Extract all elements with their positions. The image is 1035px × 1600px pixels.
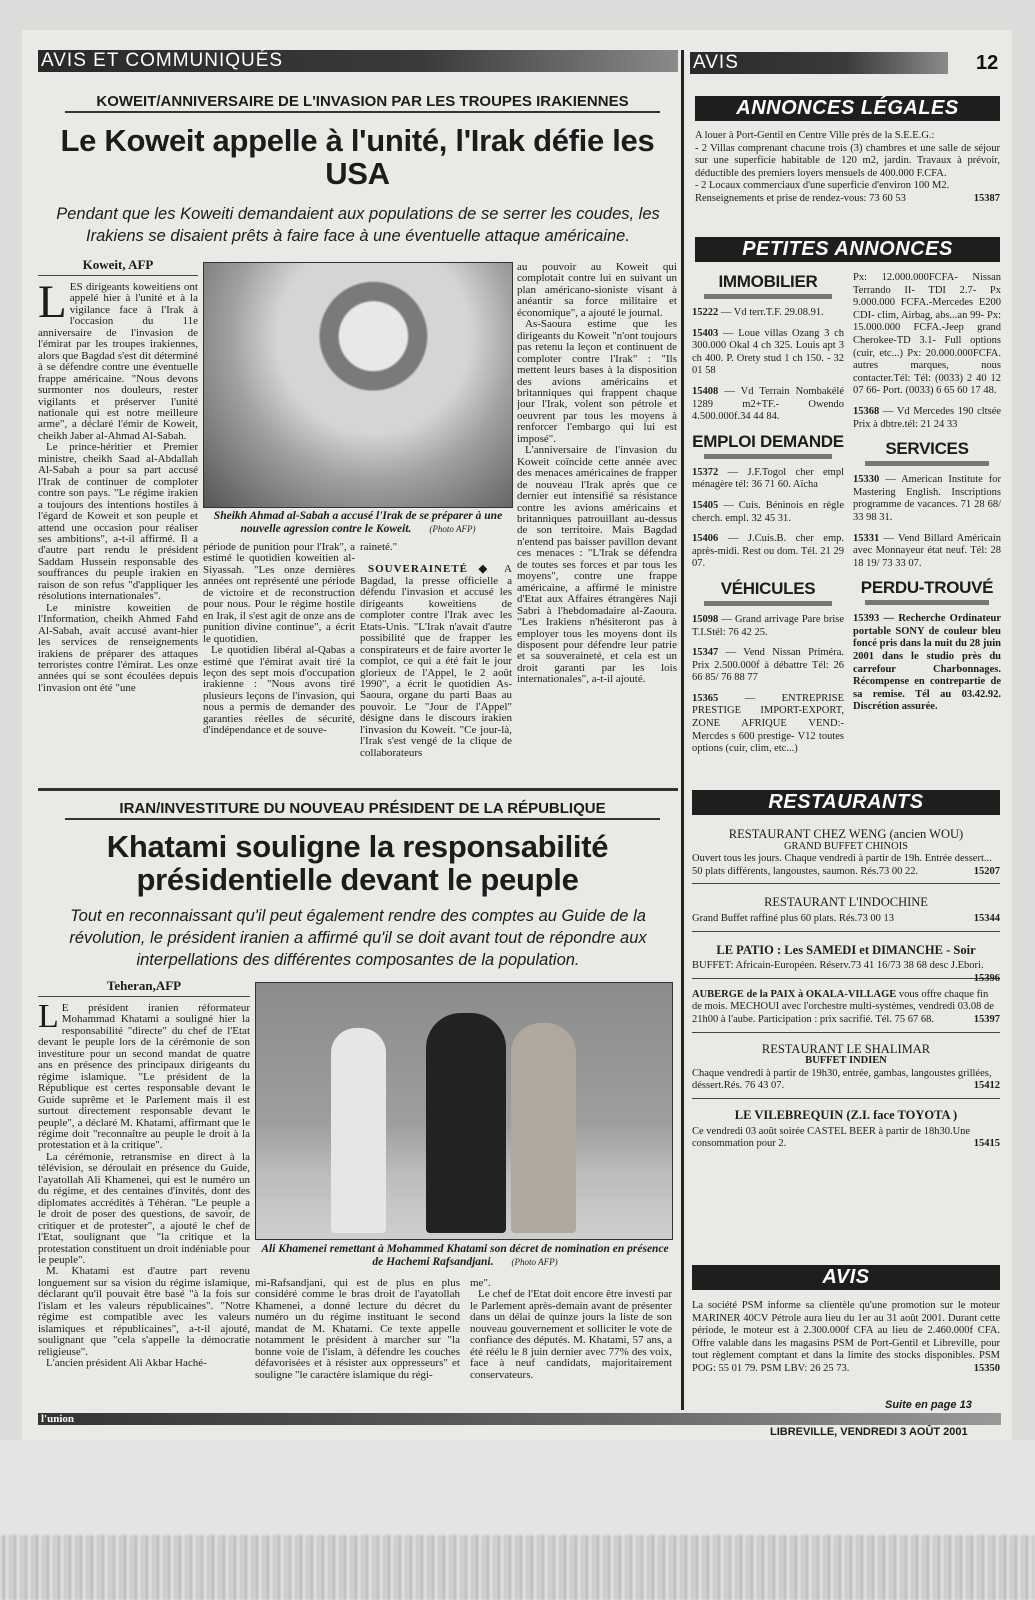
paragraph: Le chef de l'Etat doit encore être investi par le Parlement après-demain avant de présenter dans un délai de quinze jours la liste de son nouveau gouvernement et solliciter le vote de confiance des députés. M. Khatami, 57 ans, a été réélu le 8 juin dernier avec 77% des voix, face à neuf candidats, majoritairement conservateurs. <box>470 1288 672 1381</box>
caption-text: Ali Khamenei remettant à Mohammed Khatami son décret de nomination en présence de Hachemi Rafsandjani. <box>261 1243 669 1268</box>
section-header-left: AVIS ET COMMUNIQUÉS <box>38 50 678 72</box>
article1-col1 <box>38 257 198 788</box>
classified-ad: 15368 — Vd Mercedes 190 cltsée Prix à dbtre.tél: 21 24 33 <box>853 405 1002 430</box>
notice-text: La société PSM informe sa clientèle qu'une promotion sur le moteur MARINER 40CV Pétrole aura lieu du 1er au 31 août 2001. Durant cette période, le moteur est à 2.300.000f CFA au lieu de 2.460.000f CFA. Offre valable dans les magasins PSM de Port-Gentil et Libreville, pour tout règlement comptant et dans la limite des stocks disponibles. PSM POG: 55 01 79. PSM LBV: 26 25 73. <box>692 1300 1000 1374</box>
photo-credit: (Photo AFP) <box>511 1257 558 1267</box>
restaurants-header: RESTAURANTS <box>692 790 1000 815</box>
annonces-legales-header: ANNONCES LÉGALES <box>695 96 1000 121</box>
category-emploi: EMPLOI DEMANDE <box>692 431 844 451</box>
paragraph: Le quotidien libéral al-Qabas a estimé que l'émirat avait tiré la leçon des sept mois d'occupation irakienne : "Nous avons tiré plusieurs leçons de l'invasion, qui nous a permis de demander des garanties réelles de sécurité, d'indépendance et de souve- <box>203 644 355 737</box>
article1-col2 <box>203 542 355 778</box>
category-immobilier: IMMOBILIER <box>718 272 818 291</box>
paragraph: La cérémonie, retransmise en direct à la télévision, se déroulait en présence du Guide, l'ayatollah Ali Khamenei, qui est le numéro un du régime, et des centaines d'invités, dont des diplomates accrédités à Téhéran. "Le peuple a le droit de poser des questions, de savoir, de critiquer et de protester", a ajouté le chef de l'Etat, soulignant que "la critique et la protestation constituent un droit indéniable pour le peuple". <box>38 1150 250 1266</box>
category-services: SERVICES <box>885 439 969 459</box>
paragraph: Le prince-héritier et Premier ministre, cheikh Saad al-Abdallah Al-Sabah a pour sa part accusé l'Irak de continuer de comploter contre son pays. "Le régime irakien a toujours des intentions hostiles à l'égard de Koweit et son peuple et attend une occasion pour réaliser ses ambitions", a-t-il affirmé. Il a d'autre part rendu le président Saddam Hussein responsable des souffrances du peuple irakien en raison de son refus "d'appliquer les résolutions internationales". <box>38 441 198 603</box>
avis-header: AVIS <box>692 1265 1000 1290</box>
article2-col3 <box>470 1278 672 1400</box>
classified-ad: 15372 — J.F.Togol cher empl ménagère tél: 36 71 60. Aïcha <box>692 466 844 491</box>
article2-col2 <box>255 1278 460 1400</box>
restaurant-ad: LE VILEBREQUIN (Z.I. face TOYOTA ) Ce vendredi 03 août soirée CASTEL BEER à partir de 18h30.Une consommation pour 2. 15415 <box>692 1107 1000 1150</box>
photo-khamenei-khatami <box>255 982 673 1240</box>
ad-ref: 15387 <box>973 192 1000 204</box>
figure <box>426 1013 506 1233</box>
article1-caption <box>203 510 513 536</box>
petites-annonces-col1 <box>692 272 844 764</box>
article2-caption <box>255 1243 675 1269</box>
article2-dateline: Teheran,AFP <box>38 978 250 997</box>
paragraph: me". <box>470 1278 491 1289</box>
article1-kicker: KOWEIT/ANNIVERSAIRE DE L'INVASION PAR LES TROUPES IRAKIENNES <box>65 93 660 113</box>
paragraph: raineté." <box>360 542 398 553</box>
article2-deck: Tout en reconnaissant qu'il peut également rendre des comptes au Guide de la révolution, le président iranien a affirmé qu'il se doit avant tout de répondre aux interpellations des différentes composantes de la population. <box>69 907 647 969</box>
classified-ad-continued: Px: 12.000.000FCFA- Nissan Terrando II- TDI 2.7- Px 9.000.000 FCFA.-Mercedes E200 CDI- clim, Airbag, abs...an 99- Px: 15.000.000 FCFA.-Jeep grand Cherokee-TD 3.1- Full options (cuir, etc...) Px: 20.000.000FCFA. autres marques, nous contacter.Tél: Tél: (0033) 2 40 12 07 66- Port. (0033) 6 65 60 17 48. <box>853 272 1001 397</box>
category-perdu-trouve: PERDU-TROUVÉ <box>860 578 994 598</box>
article1-col4 <box>517 262 677 778</box>
classified-ad: 15365 — ENTREPRISE PRESTIGE IMPORT-EXPORT, ZONE AFRIQUE VEND:- Mercdes s 600 prestige- V12 toutes options (cuir, clim, etc...) <box>692 692 845 755</box>
classified-ad: 15408 — Vd Terrain Nombakélé 1289 m2+TF.- Owendo 4.500.000f.34 44 84. <box>692 385 845 423</box>
restaurant-ad: RESTAURANT LE SHALIMAR BUFFET INDIEN Chaque vendredi à partir de 19h30, entrée, gambas, langoustes grillées, déssert.Rés. 76 43 07. 15412 <box>692 1033 1000 1099</box>
caption-text: Sheikh Ahmad al-Sabah a accusé l'Irak de se préparer à une nouvelle agression contre le Koweit. <box>213 510 503 535</box>
paragraph: ES dirigeants koweitiens ont appelé hier à l'unité et à la vigilance face à l'Irak à l'occasion du 11e anniversaire de l'invasion de l'émirat par les troupes irakiennes, alors que Bagdad s'est dit déterminé à se défendre contre une éventuelle frappe américaine. "Nous devons surmonter nos douleurs, rester vigilants et préserver l'unité nationale qui est notre meilleure arme", a déclaré l'émir de Koweit, cheikh Jaber al-Ahmad Al-Sabah. <box>38 282 198 442</box>
photo-sheikh-ahmad <box>203 262 513 508</box>
restaurant-ad: RESTAURANT L'INDOCHINE Grand Buffet raffiné plus 60 plats. Rés.73 00 13 15344 <box>692 884 1000 931</box>
article1-deck: Pendant que les Koweiti demandaient aux populations de se serrer les coudes, les Irakiens se disaient prêts à faire face à une éventuelle attaque américaine. <box>56 205 660 245</box>
category-rule <box>704 454 832 459</box>
avis-notice <box>692 1300 1000 1375</box>
category-vehicules: VÉHICULES <box>720 578 816 598</box>
scan-edge <box>0 1535 1035 1600</box>
classified-ad: 15098 — Grand arrivage Pare brise T.I.Stél: 76 42 25. <box>692 613 844 638</box>
paragraph: période de punition pour l'Irak", a estimé le quotidien koweitien al-Siyassah. "Les onze dernières années ont représenté une période de victoire et de reconstruction pour nous. Pour le régime hostile en Irak, il s'est agit de onze ans de punition divine continue", a écrit le quotidien. <box>203 542 355 645</box>
category-rule <box>704 294 832 299</box>
restaurant-ad: RESTAURANT CHEZ WENG (ancien WOU) GRAND BUFFET CHINOIS Ouvert tous les jours. Chaque vendredi à partir de 19h. Entrée dessert... 50 plats différents, langoustes, saumon. Rés.73 00 22. 15207 <box>692 822 1000 884</box>
text-line: - 2 Villas comprenant chacune trois (3) chambres et une salle de séjour sur une superficie habitable de 120 m2, jardin. Travaux à prévoir, déductible des premiers loyers mensuels de 400.000 F.CFA. <box>695 142 1000 179</box>
ad-ref: 15350 <box>973 1362 1000 1374</box>
category-rule <box>865 461 989 466</box>
figure <box>331 1028 386 1233</box>
article2-col1 <box>38 978 250 1415</box>
category-rule <box>704 601 832 606</box>
article1-col3 <box>360 542 512 778</box>
continued-note: Suite en page 13 <box>885 1399 972 1411</box>
category-rule <box>865 600 989 605</box>
classified-ad: 15330 — American Institute for Mastering English. Inscriptions programme de vacances. 71 28 68/ 33 98 31. <box>853 474 1001 523</box>
masthead: l'union <box>41 1413 75 1425</box>
annonces-legales <box>695 130 1000 205</box>
paragraph: M. Khatami est d'autre part revenu longuement sur sa vision du régime islamique, déclarant qu'il pouvait être basé "à la fois sur l'islam et les valeurs républicaines". "Notre régime est compatible avec les valeurs islamiques et républicaines", a-t-il ajouté, soulignant que "cela s'appelle la démocratie religieuse". <box>38 1265 250 1358</box>
column-divider <box>681 50 684 1410</box>
text-line: - 2 Locaux commerciaux d'une superficie d'environ 100 M2. <box>695 180 950 191</box>
paragraph: L'ancien président Ali Akbar Haché- <box>46 1357 207 1370</box>
article1-headline: Le Koweit appelle à l'unité, l'Irak défie les USA <box>60 123 655 191</box>
dropcap: L <box>38 1003 59 1035</box>
issue-date: LIBREVILLE, VENDREDI 3 AOÛT 2001 <box>770 1426 968 1438</box>
classified-ad: 15405 — Cuis. Béninois en règle cherch. empl. 32 45 31. <box>692 499 844 524</box>
classified-ad: 15406 — J.Cuis.B. cher emp. après-midi. Rest ou dom. Tél. 21 29 07. <box>692 533 844 570</box>
petites-annonces-col2 <box>853 272 1001 722</box>
paragraph: au pouvoir au Koweit qui complotait contre lui en suivant un plan américano-sioniste visant à anéantir sa force militaire et économique", a ajouté le journal. <box>517 262 677 319</box>
restaurant-ad: AUBERGE de la PAIX à OKALA-VILLAGE vous offre chaque fin de mois. MECHOUI avec l'orchestre multi-systèmes, vendredi 03.08 de 21h00 à l'aube. Participation : prix sacrifié. Tél. 75 67 68. 15397 <box>692 979 1000 1033</box>
classified-ad: 15331 — Vend Billard Américain avec Monnayeur état neuf. Tél: 28 18 19/ 73 33 07. <box>853 532 1001 569</box>
classified-ad: 15347 — Vend Nissan Priméra. Prix 2.500.000f à débattre Tél: 26 66 85/ 76 88 77 <box>692 647 844 684</box>
subhead: SOUVERAINETÉ ◆ <box>368 563 496 576</box>
paragraph: mi-Rafsandjani, qui est de plus en plus considéré comme le bras droit de l'ayatollah Khamenei, a donné lecture du décret du numéro un du régime instituant le second mandat de M. Khatami. Ce texte appelle notamment le président à marcher sur "la bonne voie de l'islam, à défendre les couches défavorisées et à résister aux oppresseurs" et souligne "le caractère islamique du régi- <box>255 1278 460 1381</box>
paragraph: L'anniversaire de l'invasion du Koweit coïncide cette année avec des menaces américaines de frapper de nouveau l'Irak après que ce dernier eut intensifié sa résistance contre les avions américains et britanniques patrouillant au-dessus de son territoire. Mais Bagdad n'entend pas baisser pavillon devant ces menaces : "L'Irak se défendra de toutes ses forces et par tous les moyens", contre une frappe américaine, a affirmé le ministre d'Etat aux Affaires étrangères Naji Sabri à l'hebdomadaire al-Zaoura. "Les Irakiens n'hésiteront pas à employer tous les moyens dont ils disposent pour défendre leur patrie et sa souveraineté, et cela est un droit garanti par les lois internationales", a-t-il ajouté. <box>517 444 677 686</box>
article2-headline: Khatami souligne la responsabilité présidentielle devant le peuple <box>106 829 609 897</box>
page-number: 12 <box>976 52 999 74</box>
paragraph: E président iranien réformateur Mohammad Khatami a souligné hier la responsabilité "directe" du chef de l'Etat devant le peuple lors de la cérémonie de son investiture pour un second mandat de quatre ans en présence des principaux dirigeants du régime islamique. "Le président de la République est certes responsable devant le Guide suprême et le Parlement mais il est surtout directement responsable devant le peuple", a déclaré M. Khatami, affirmant que le régime doit "reconnaître au peuple le droit à la protestation et à la critique". <box>38 1003 250 1152</box>
restaurant-ad: LE PATIO : Les SAMEDI et DIMANCHE - Soir BUFFET: Africain-Européen. Réserv.73 41 16/73 38 68 desc J.Ebori. 15396 <box>692 932 1000 979</box>
dropcap: L <box>38 282 67 328</box>
section-header-right: AVIS <box>690 52 948 74</box>
paragraph: As-Saoura estime que les dirigeants du Koweit "n'ont toujours pas retenu la leçon et continuent de comploter contre l'Irak" : "Ils mettent leurs bases à la disposition des avions américains et britanniques qui frappent chaque jour l'Irak, volent son pétrole et oeuvrent par tous les moyens à renforcer l'embargo qui lui est imposé". <box>517 318 677 445</box>
figure <box>511 1023 576 1233</box>
article1-dateline: Koweit, AFP <box>38 257 198 276</box>
petites-annonces-header: PETITES ANNONCES <box>695 237 1000 262</box>
text-line: A louer à Port-Gentil en Centre Ville près de la S.E.E.G.: <box>695 130 935 141</box>
masthead-bar <box>38 1413 1001 1425</box>
paragraph: Le ministre koweitien de l'Information, cheikh Ahmed Fahd Al-Sabah, avait accusé avant-hier les services de renseignements irakiens de préparer des attaques terroristes contre l'émirat. Les onze années qui se sont écoulées depuis l'invasion ont été "une <box>38 601 198 694</box>
restaurants-list <box>692 822 1000 1156</box>
text-line: Renseignements et prise de rendez-vous: 73 60 53 <box>695 192 906 204</box>
classified-ad: 15403 — Loue villas Ozang 3 ch 300.000 Okal 4 ch 325. Louis apt 3 ch 400. P. Orety stud 1 ch 150. - 32 01 58 <box>692 327 845 377</box>
article2-kicker: IRAN/INVESTITURE DU NOUVEAU PRÉSIDENT DE LA RÉPUBLIQUE <box>65 800 660 820</box>
classified-ad: 15222 — Vd terr.T.F. 29.08.91. <box>692 307 824 318</box>
paragraph: A Bagdad, la presse officielle a défendu l'invasion et accusé les dirigeants koweitiens de comploter contre l'Irak avec les Etats-Unis. "L'Irak n'avait d'autre possibilité que de frapper les conspirateurs et de faire avorter le complot, ce qui a été fait le jour glorieux de l'Appel, le 2 août 1990", a écrit le quotidien As-Saoura, organe du parti Baas au pouvoir. Le "Jour de l'Appel" désigne dans le discours irakien l'invasion du Koweit. "Ce jour-là, l'Irak s'est vengé de la clique de collaborateurs <box>360 563 512 759</box>
classified-ad: 15393 — Recherche Ordinateur portable SONY de couleur bleu foncé pris dans la nuit du 28 juin 2001 dans le studio près du carrefour Charbonnages. Récompense en contrepartie de sa remise. Tél au 03.42.92. Discrétion assurée. <box>853 613 1001 713</box>
article-divider <box>38 788 678 791</box>
photo-credit: (Photo AFP) <box>429 524 476 534</box>
